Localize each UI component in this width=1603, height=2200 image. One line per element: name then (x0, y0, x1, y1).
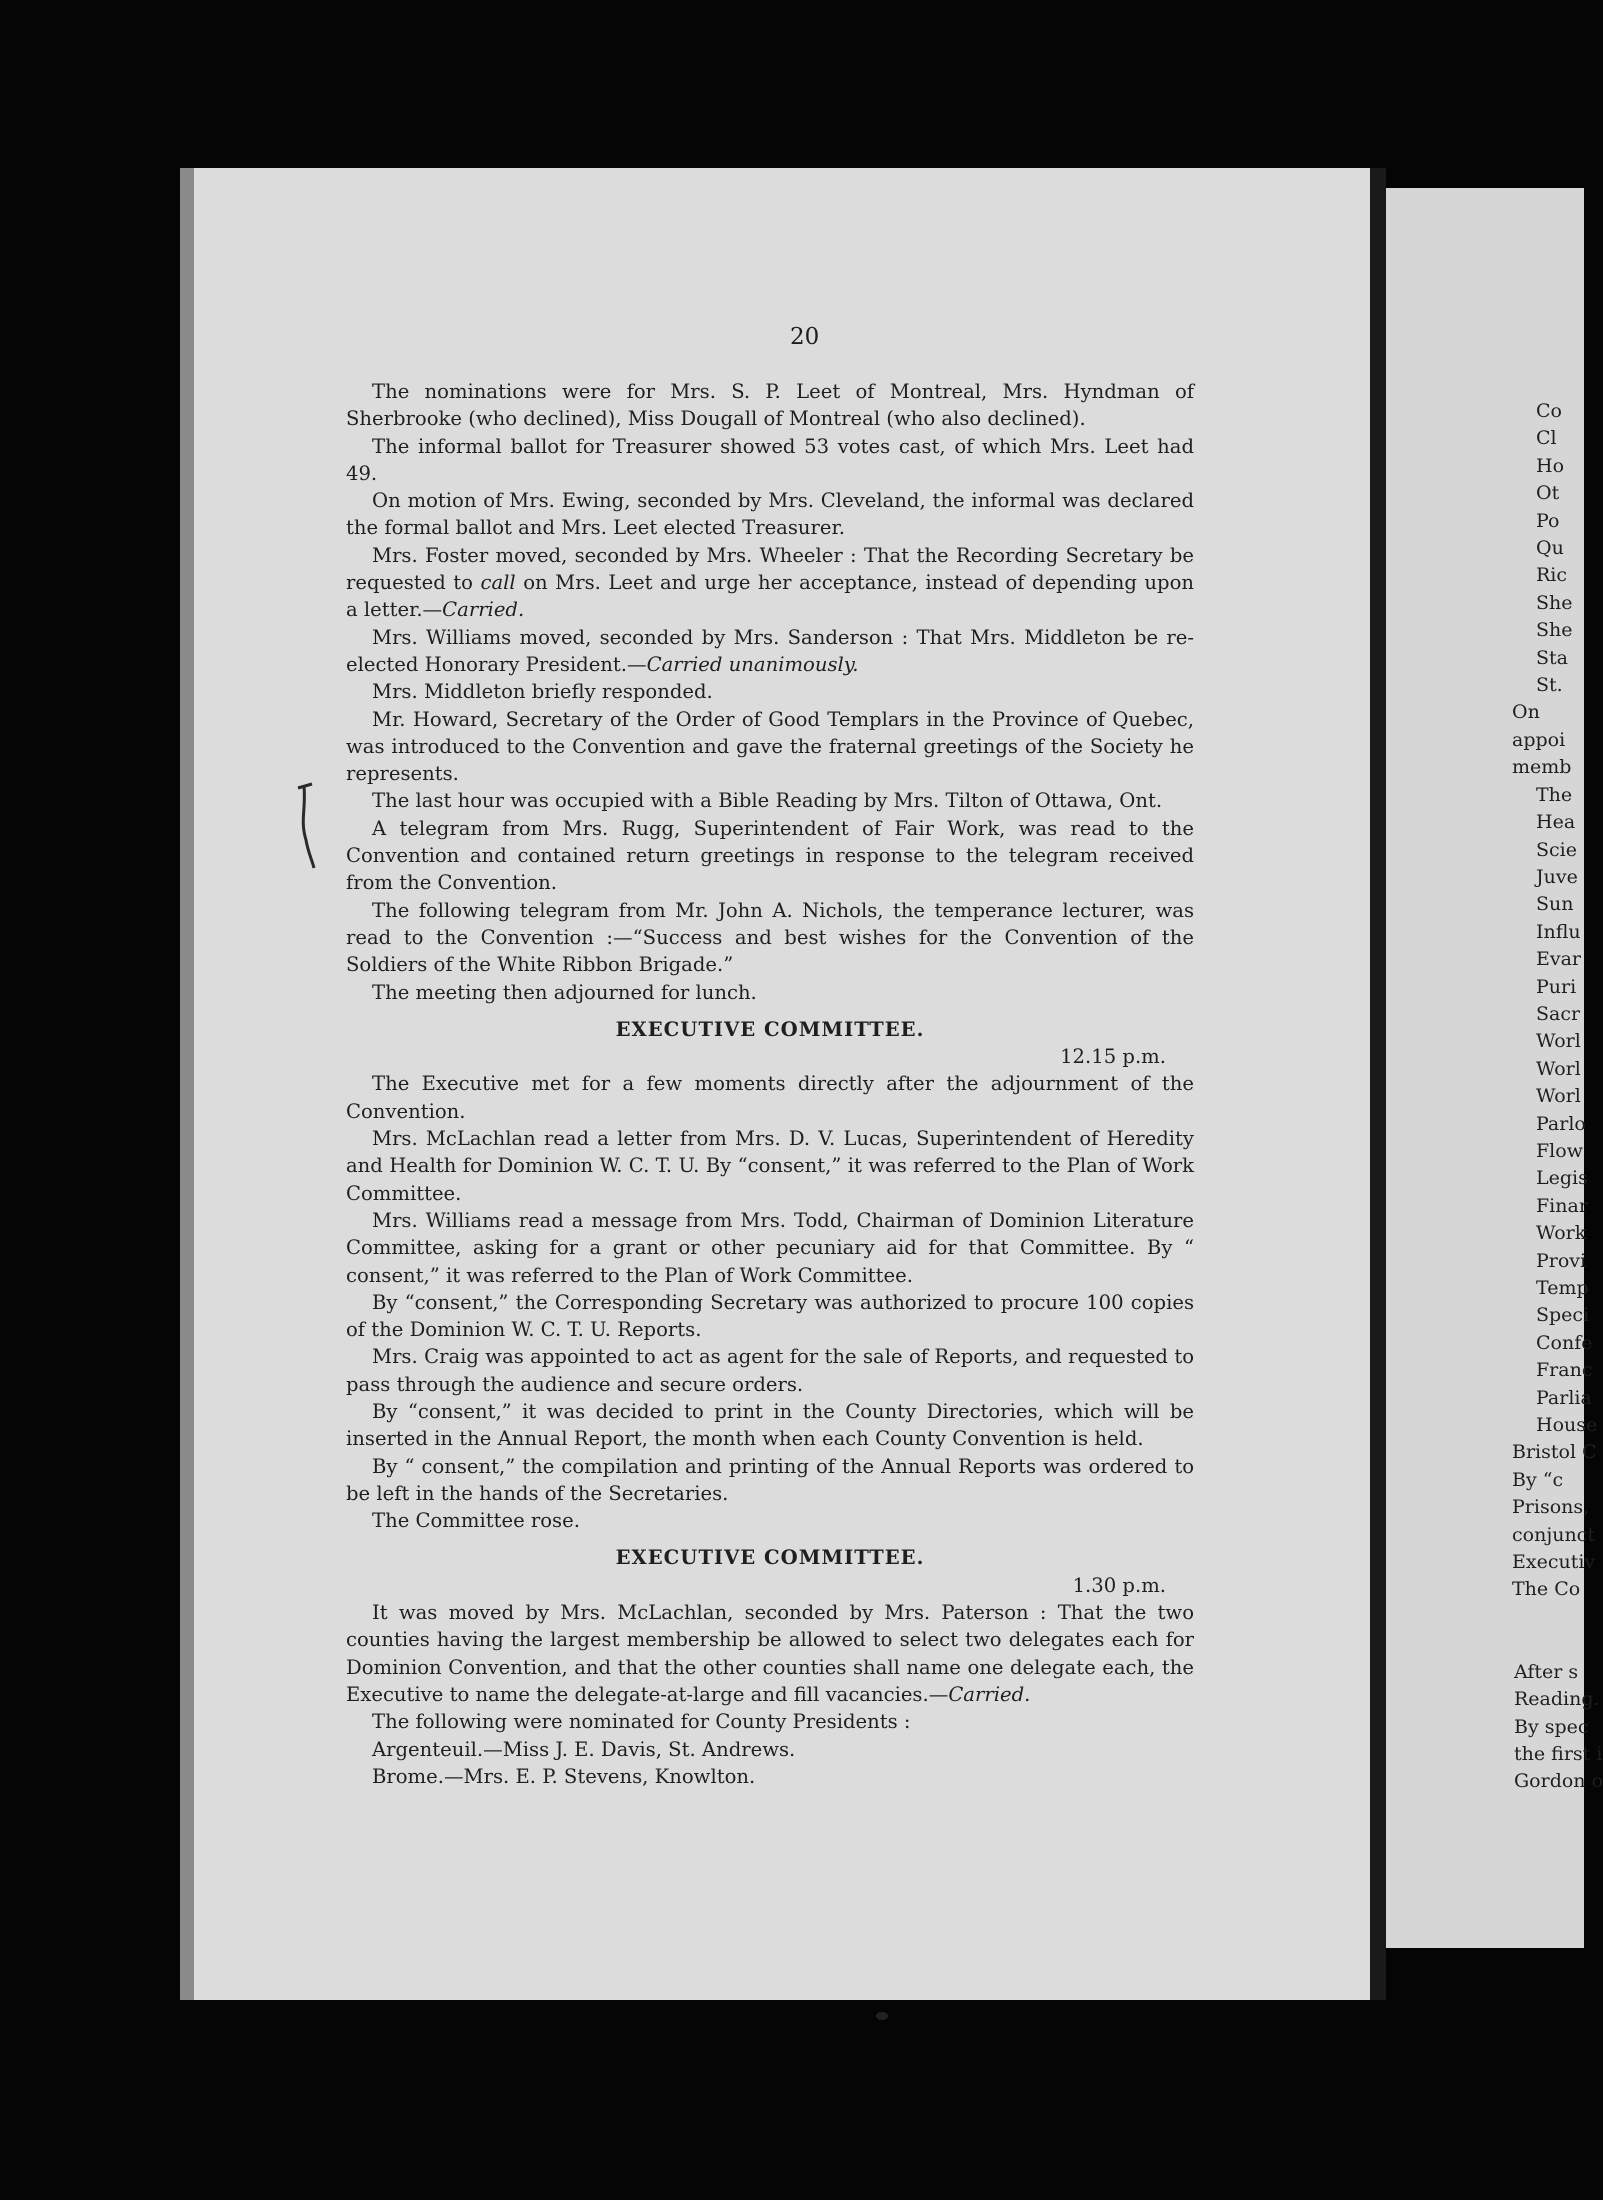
facing-page-line: Speci (1536, 1304, 1590, 1327)
facing-page-line (1386, 1604, 1586, 1631)
facing-page-line: On (1512, 701, 1540, 724)
facing-page-line: Po (1536, 509, 1560, 532)
facing-page-line: Temp (1536, 1277, 1589, 1299)
facing-page-line: Reading. (1514, 1688, 1600, 1711)
facing-page-line: Executiv (1512, 1551, 1596, 1574)
mclachlan-text: It was moved by Mrs. McLachlan, seconded by Mrs. Paterson : That the two counties having the largest membership be allowed to select two delegates each for Dominion Convention, and that the other counties shall name one delegate each, the Executive to name the delegate-at-large and fill vacancies.— (346, 1601, 1194, 1706)
facing-page-line: Juve (1536, 865, 1578, 888)
paragraph-nominations: The nominations were for Mrs. S. P. Leet of Montreal, Mrs. Hyndman of Sherbrooke (who declined), Miss Dougall of Montreal (who also declined). (346, 380, 1194, 431)
paragraph-middleton: Mrs. Middleton briefly responded. (372, 680, 713, 704)
facing-page-text (1386, 398, 1603, 1796)
facing-page-line: appoi (1512, 728, 1566, 751)
facing-page-line: Legis (1536, 1167, 1588, 1190)
facing-page-line: The (1536, 783, 1573, 806)
facing-page-line: Work (1536, 1222, 1587, 1245)
exec1-paragraph: The Committee rose. (372, 1509, 580, 1533)
facing-page-line: Sun (1536, 893, 1574, 916)
body-text (346, 378, 1194, 1790)
section-time-1: 12.15 p.m. (1060, 1045, 1166, 1069)
paragraph-foster-motion (346, 542, 1194, 624)
facing-page-line: She (1536, 619, 1573, 642)
facing-page-line: Worl (1536, 1030, 1581, 1053)
paragraph-ewing-motion: On motion of Mrs. Ewing, seconded by Mrs. Cleveland, the informal was declared the formal ballot and Mrs. Leet elected Treasurer. (346, 489, 1194, 540)
facing-page-line: Puri (1536, 975, 1577, 998)
facing-page (1386, 188, 1603, 1948)
facing-page-line: the first i (1514, 1742, 1603, 1765)
paragraph-mclachlan-motion (346, 1599, 1194, 1708)
section-time-2: 1.30 p.m. (1072, 1573, 1166, 1597)
exec1-paragraph: By “consent,” it was decided to print in the County Directories, which will be inserted in the Annual Report, the month when each County Convention is held. (346, 1399, 1194, 1451)
facing-page-line: Sta (1536, 646, 1568, 669)
facing-page-line: Confe (1536, 1331, 1593, 1354)
facing-page-line: She (1536, 591, 1573, 614)
williams-carried: Carried unanimously. (646, 652, 859, 676)
nominee-entry: Argenteuil.—Miss J. E. Davis, St. Andrews. (372, 1737, 796, 1761)
facing-page-line: Sacr (1536, 1002, 1581, 1025)
facing-page-line: The Co (1512, 1578, 1581, 1601)
facing-page-line (1386, 1631, 1586, 1658)
paragraph-bible-reading: The last hour was occupied with a Bible Reading by Mrs. Tilton of Ottawa, Ont. (372, 789, 1163, 813)
facing-page-line: Gordon o (1514, 1770, 1603, 1793)
paragraph-nominated-intro: The following were nominated for County Presidents : (372, 1710, 911, 1734)
facing-page-line: conjunct (1512, 1523, 1595, 1546)
foster-carried: Carried. (442, 598, 525, 622)
facing-page-line: Flow (1536, 1139, 1583, 1162)
facing-page-line: Ho (1536, 454, 1565, 477)
facing-page-line: Qu (1536, 537, 1564, 560)
section-heading-executive-2: EXECUTIVE COMMITTEE. (615, 1546, 925, 1570)
exec1-paragraph: Mrs. Craig was appointed to act as agent for the sale of Reports, and requested to pass through the audience and secure orders. (346, 1345, 1194, 1396)
facing-page-line: Franc (1536, 1359, 1593, 1382)
paragraph-rugg-telegram: A telegram from Mrs. Rugg, Superintendent of Fair Work, was read to the Convention and contained return greetings in response to the telegram received from the Convention. (346, 816, 1194, 895)
facing-page-line: Parlia (1536, 1386, 1592, 1409)
facing-page-line: Ric (1536, 564, 1568, 587)
facing-page-line: Co (1536, 400, 1562, 422)
facing-page-line: Influ (1536, 920, 1581, 943)
facing-page-line: memb (1512, 756, 1572, 779)
facing-page-line: By “c (1512, 1468, 1564, 1491)
mclachlan-carried: Carried. (948, 1682, 1031, 1706)
exec1-paragraph: By “ consent,” the compilation and printing of the Annual Reports was ordered to be left in the hands of the Secretaries. (346, 1454, 1194, 1505)
book-page (180, 168, 1370, 2000)
paragraph-howard: Mr. Howard, Secretary of the Order of Good Templars in the Province of Quebec, was introduced to the Convention and gave the fraternal greetings of the Society he represents. (346, 707, 1194, 786)
facing-page-line: Provi (1536, 1249, 1587, 1272)
facing-page-line: St. (1536, 674, 1563, 697)
foster-text-em: call (480, 571, 516, 595)
exec1-paragraph: Mrs. Williams read a message from Mrs. Todd, Chairman of Dominion Literature Committee, asking for a grant or other pecuniary aid for that Committee. By “ consent,” it was referred to the Plan of Work Committee. (346, 1208, 1194, 1287)
margin-pencil-mark (294, 780, 322, 870)
exec1-paragraph: The Executive met for a few moments directly after the adjournment of the Convention. (346, 1072, 1194, 1123)
facing-page-line: Worl (1536, 1085, 1581, 1108)
facing-page-line: Hea (1536, 811, 1576, 834)
facing-page-line: Prisons, (1512, 1496, 1590, 1519)
facing-page-line: Evar (1536, 948, 1582, 971)
paragraph-informal-ballot: The informal ballot for Treasurer showed 53 votes cast, of which Mrs. Leet had 49. (346, 434, 1194, 485)
facing-page-line: Bristol C (1512, 1441, 1597, 1464)
facing-page-line: By spec (1514, 1715, 1589, 1738)
foster-text-b: on Mrs. Leet and urge her acceptance, instead of depending upon a letter.— (346, 571, 1194, 622)
facing-page-line: Finar (1536, 1194, 1588, 1217)
facing-page-line: Scie (1536, 838, 1577, 861)
facing-page-line: Parlo (1536, 1112, 1586, 1135)
foster-text-a: Mrs. Foster moved, seconded by Mrs. Wheeler : That the Recording Secretary be requested to (346, 543, 1194, 595)
facing-page-line: After s (1514, 1660, 1579, 1683)
book-gutter (1370, 168, 1386, 2000)
facing-page-line: Ot (1536, 482, 1560, 505)
facing-page-line: Cl (1536, 427, 1557, 450)
paragraph-adjourned: The meeting then adjourned for lunch. (372, 980, 757, 1004)
facing-page-line: House (1536, 1414, 1598, 1437)
williams-text: Mrs. Williams moved, seconded by Mrs. Sanderson : That Mrs. Middleton be re-elected Honorary President.— (346, 625, 1194, 676)
paragraph-williams-motion (346, 624, 1194, 679)
exec1-paragraph: Mrs. McLachlan read a letter from Mrs. D. V. Lucas, Superintendent of Heredity and Health for Dominion W. C. T. U. By “consent,” it was referred to the Plan of Work Committee. (346, 1127, 1194, 1205)
page-number: 20 (790, 324, 820, 350)
ink-speck (875, 2010, 889, 2022)
nominee-entry: Brome.—Mrs. E. P. Stevens, Knowlton. (372, 1764, 756, 1788)
exec1-paragraph: By “consent,” the Corresponding Secretary was authorized to procure 100 copies of the Dominion W. C. T. U. Reports. (346, 1290, 1194, 1342)
facing-page-line: Worl (1536, 1057, 1581, 1080)
paragraph-nichols-telegram: The following telegram from Mr. John A. Nichols, the temperance lecturer, was read to the Convention :—“Success and best wishes for the Convention of the Soldiers of the White Ribbon Brigade.” (346, 898, 1194, 977)
section-heading-executive-1: EXECUTIVE COMMITTEE. (615, 1017, 925, 1041)
